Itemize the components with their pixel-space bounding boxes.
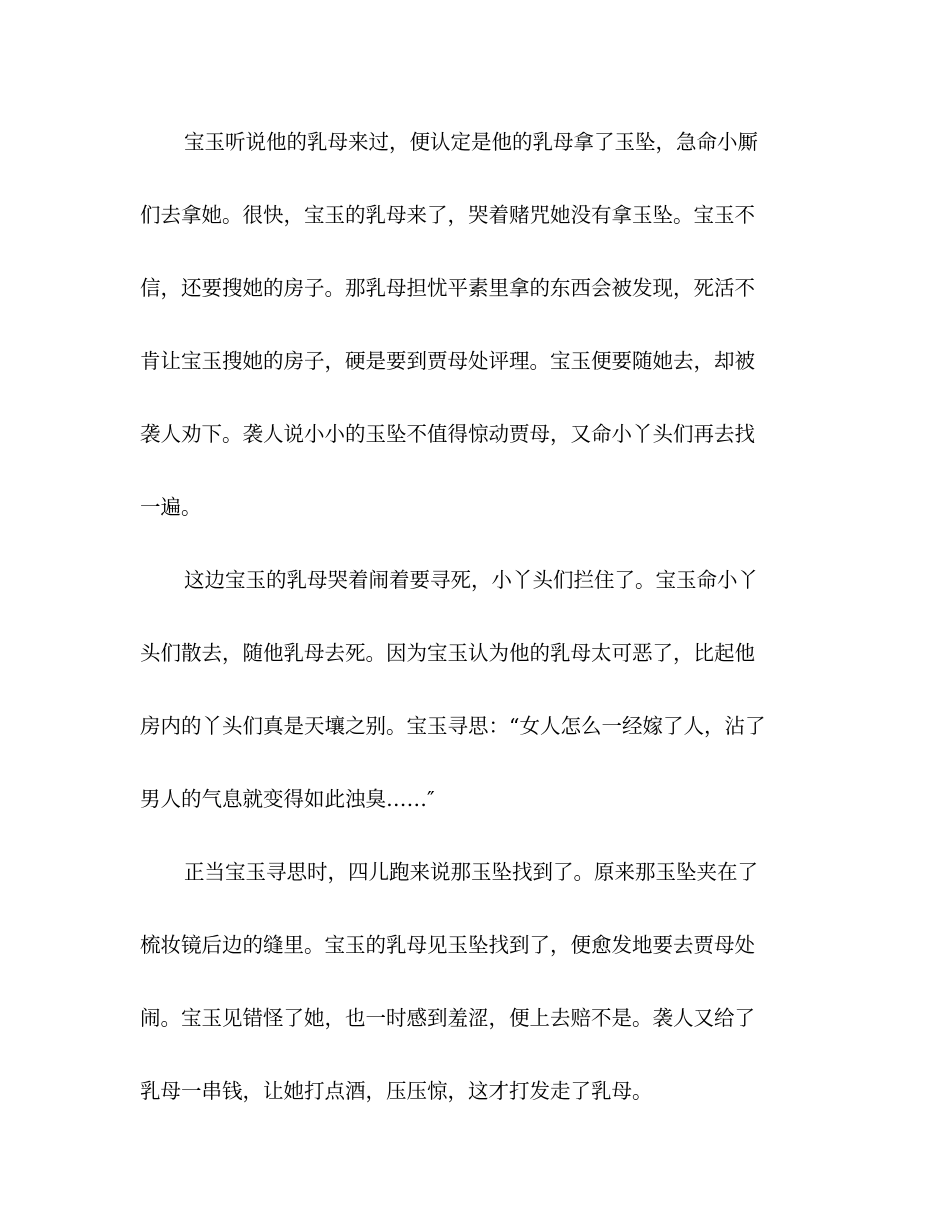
paragraph-1-line-6: 一遍。 — [140, 495, 202, 519]
paragraph-1-line-1: 宝玉听说他的乳母来过，便认定是他的乳母拿了玉坠，急命小厮 — [184, 130, 758, 154]
paragraph-1-line-3: 信，还要搜她的房子。那乳母担忧平素里拿的东西会被发现，死活不 — [140, 276, 755, 300]
paragraph-2-line-3: 房内的丫头们真是天壤之别。宝玉寻思：“女人怎么一经嫁了人，沾了 — [140, 714, 766, 738]
paragraph-3-line-2: 梳妆镜后边的缝里。宝玉的乳母见玉坠找到了，便愈发地要去贾母处 — [140, 933, 755, 957]
paragraph-1-line-4: 肯让宝玉搜她的房子，硬是要到贾母处评理。宝玉便要随她去，却被 — [140, 349, 755, 373]
paragraph-3-line-1: 正当宝玉寻思时，四儿跑来说那玉坠找到了。原来那玉坠夹在了 — [184, 860, 758, 884]
paragraph-2-line-2: 头们散去，随他乳母去死。因为宝玉认为他的乳母太可恶了，比起他 — [140, 641, 755, 665]
paragraph-2-line-1: 这边宝玉的乳母哭着闹着要寻死，小丫头们拦住了。宝玉命小丫 — [184, 568, 758, 592]
paragraph-2-line-4: 男人的气息就变得如此浊臭……″ — [140, 787, 435, 811]
paragraph-1-line-2: 们去拿她。很快，宝玉的乳母来了，哭着赌咒她没有拿玉坠。宝玉不 — [140, 203, 755, 227]
paragraph-3-line-3: 闹。宝玉见错怪了她，也一时感到羞涩，便上去赔不是。袭人又给了 — [140, 1006, 755, 1030]
paragraph-1-line-5: 袭人劝下。袭人说小小的玉坠不值得惊动贾母，又命小丫头们再去找 — [140, 422, 755, 446]
paragraph-3-line-4: 乳母一串钱，让她打点酒，压压惊，这才打发走了乳母。 — [140, 1079, 653, 1103]
